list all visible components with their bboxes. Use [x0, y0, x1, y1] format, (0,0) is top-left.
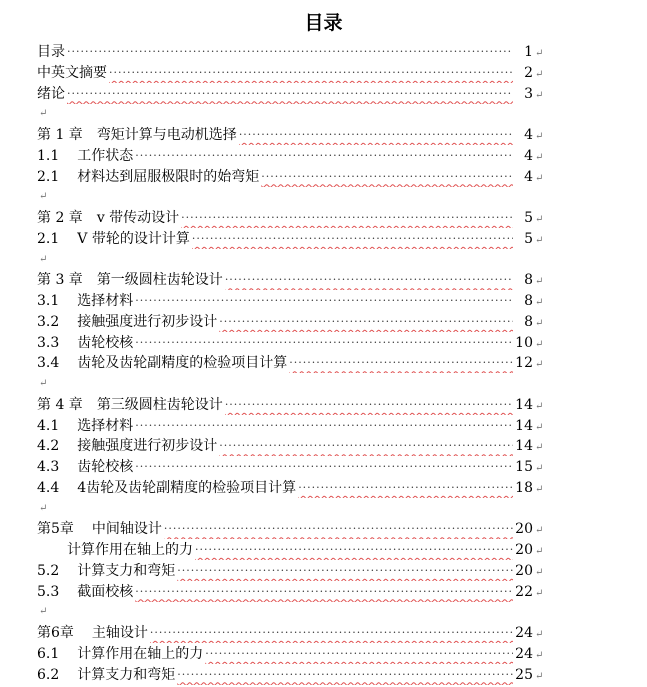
paragraph-mark-icon: ↵	[535, 276, 544, 288]
paragraph-mark-icon: ↵	[535, 359, 544, 371]
dot-leader	[181, 208, 513, 229]
blank-line	[37, 499, 545, 520]
dot-leader	[219, 312, 513, 333]
toc-entry-label: 中英文摘要	[37, 64, 107, 81]
toc-entry-label: 第三级圆柱齿轮设计	[96, 396, 223, 413]
paragraph-mark-icon: ↵	[535, 525, 544, 537]
paragraph-mark-icon: ↵	[39, 253, 48, 265]
paragraph-mark-icon: ↵	[535, 421, 544, 433]
paragraph-mark-icon: ↵	[535, 400, 544, 412]
toc-entry-label: 工作状态	[77, 147, 134, 164]
toc-entry-label: 齿轮及齿轮副精度的检验项目计算	[77, 355, 288, 372]
toc-entry-page: 4	[524, 147, 533, 164]
dot-leader	[67, 84, 513, 105]
toc-entry[interactable]	[37, 457, 545, 478]
dot-leader	[164, 519, 513, 540]
paragraph-mark-icon: ↵	[535, 172, 544, 184]
toc-entry-label: 齿轮校核	[77, 334, 134, 351]
toc-entry-page: 5	[524, 230, 533, 247]
blank-line	[37, 374, 545, 395]
toc-entry-number: 第 2 章	[37, 210, 83, 226]
blank-line	[37, 250, 545, 271]
toc-entry-number: 第 3 章	[37, 272, 83, 289]
toc-entry-number: 4.3	[37, 459, 60, 475]
paragraph-mark-icon: ↵	[535, 48, 544, 59]
dot-leader	[219, 436, 513, 457]
dot-leader	[135, 291, 513, 312]
toc-entry[interactable]	[37, 270, 545, 291]
dot-leader	[195, 540, 513, 561]
toc-entry-page: 4	[524, 168, 533, 185]
toc-entry[interactable]	[37, 519, 545, 540]
dot-leader	[135, 457, 513, 478]
dot-leader	[225, 395, 513, 416]
dot-leader	[109, 63, 513, 84]
toc-entry[interactable]	[37, 208, 545, 229]
paragraph-mark-icon: ↵	[535, 442, 544, 454]
toc-entry-number: 4.4	[37, 479, 60, 496]
dot-leader	[298, 478, 513, 499]
toc-entry-page: 1	[524, 44, 533, 60]
toc-entry-number: 6.2	[37, 666, 60, 683]
paragraph-mark-icon: ↵	[535, 463, 544, 474]
dot-leader	[135, 333, 513, 354]
paragraph-mark-icon: ↵	[535, 566, 544, 578]
toc-entry-number: 第 1 章	[37, 127, 83, 143]
toc-entry-label: 绪论	[37, 85, 65, 102]
toc-entry[interactable]	[37, 416, 545, 437]
toc-entry[interactable]	[37, 395, 545, 416]
toc-entry[interactable]	[37, 644, 545, 665]
toc-entry-page: 14	[515, 438, 533, 455]
dot-leader	[67, 42, 513, 63]
toc-entry-number: 3.2	[37, 313, 60, 330]
paragraph-mark-icon: ↵	[535, 297, 544, 308]
toc-entry-page: 22	[515, 583, 533, 600]
paragraph-mark-icon: ↵	[535, 670, 544, 682]
toc-entry[interactable]	[37, 582, 545, 603]
dot-leader	[177, 665, 513, 686]
toc-entry[interactable]	[37, 561, 545, 582]
toc-entry-page: 20	[515, 562, 533, 579]
toc-entry-page: 8	[524, 293, 533, 309]
dot-leader	[289, 353, 513, 374]
toc-entry-label: 截面校核	[77, 583, 134, 600]
toc-entry-label: 计算作用在轴上的力	[67, 542, 193, 558]
toc-entry-number: 第 4 章	[37, 396, 83, 413]
blank-line	[37, 187, 545, 208]
toc-entry-label: 第一级圆柱齿轮设计	[96, 272, 223, 289]
toc-entry-page: 3	[524, 85, 533, 102]
toc-entry-label: V 带轮的设计计算	[77, 230, 190, 247]
toc-entry-page: 20	[515, 542, 533, 558]
toc-entry-page: 8	[524, 313, 533, 330]
toc-entry[interactable]	[37, 167, 545, 188]
toc-entry[interactable]	[37, 333, 545, 354]
toc-entry-page: 24	[515, 645, 533, 662]
toc-entry[interactable]	[37, 125, 545, 146]
toc-entry[interactable]	[37, 229, 545, 250]
paragraph-mark-icon: ↵	[535, 629, 544, 640]
toc-entry-page: 15	[515, 459, 533, 475]
dot-leader	[177, 561, 513, 582]
table-of-contents	[37, 42, 545, 685]
blank-line	[37, 104, 545, 125]
paragraph-mark-icon: ↵	[535, 587, 544, 599]
toc-entry[interactable]	[37, 291, 545, 312]
toc-entry-page: 10	[515, 334, 533, 351]
dot-leader	[135, 582, 513, 603]
toc-entry[interactable]	[37, 63, 545, 84]
toc-entry[interactable]	[37, 623, 545, 644]
paragraph-mark-icon: ↵	[535, 151, 544, 163]
dot-leader	[135, 146, 513, 167]
toc-entry-page: 20	[515, 521, 533, 538]
toc-entry-label: 材料达到屈服极限时的始弯矩	[77, 168, 260, 185]
toc-entry-page: 18	[515, 479, 533, 496]
toc-entry-label: 齿轮校核	[77, 459, 134, 475]
dot-leader	[150, 623, 513, 644]
toc-entry-page: 8	[524, 272, 533, 289]
paragraph-mark-icon: ↵	[535, 68, 544, 80]
toc-entry-number: 3.3	[37, 334, 60, 351]
toc-entry-label: 接触强度进行初步设计	[77, 313, 218, 330]
toc-entry[interactable]	[37, 353, 545, 374]
toc-entry-page: 24	[515, 625, 533, 641]
toc-entry[interactable]	[37, 540, 545, 561]
dot-leader	[205, 644, 513, 665]
toc-entry-label: 计算支力和弯矩	[77, 562, 176, 579]
dot-leader	[261, 167, 513, 188]
toc-entry-number: 2.1	[37, 230, 60, 247]
dot-leader	[239, 125, 513, 146]
toc-entry-label: 选择材料	[77, 417, 134, 434]
paragraph-mark-icon: ↵	[535, 338, 544, 350]
toc-entry-number: 3.1	[37, 293, 60, 309]
toc-entry[interactable]	[37, 84, 545, 105]
toc-entry-page: 25	[515, 666, 533, 683]
toc-entry-page: 12	[515, 355, 533, 372]
paragraph-mark-icon: ↵	[39, 191, 48, 203]
toc-entry-label: 弯矩计算与电动机选择	[96, 127, 237, 143]
toc-entry-number: 4.1	[37, 417, 60, 434]
paragraph-mark-icon: ↵	[535, 546, 544, 557]
toc-entry-label: 计算作用在轴上的力	[77, 645, 204, 662]
paragraph-mark-icon: ↵	[535, 317, 544, 329]
toc-entry-number: 1.1	[37, 147, 60, 164]
toc-entry[interactable]	[37, 42, 545, 63]
toc-entry-number: 4.2	[37, 438, 60, 455]
toc-entry-label: 4齿轮及齿轮副精度的检验项目计算	[77, 479, 297, 496]
toc-entry[interactable]	[37, 146, 545, 167]
paragraph-mark-icon: ↵	[535, 131, 544, 142]
toc-entry[interactable]	[37, 436, 545, 457]
blank-line	[37, 602, 545, 623]
toc-entry-label: 中间轴设计	[91, 521, 162, 538]
toc-entry-page: 14	[515, 396, 533, 413]
paragraph-mark-icon: ↵	[535, 214, 544, 225]
toc-entry-number: 6.1	[37, 645, 60, 662]
toc-entry-number: 第6章	[37, 625, 74, 641]
toc-entry-number: 第5章	[37, 521, 74, 538]
toc-entry-page: 2	[524, 64, 533, 81]
paragraph-mark-icon: ↵	[535, 483, 544, 495]
paragraph-mark-icon: ↵	[39, 108, 48, 120]
toc-entry[interactable]	[37, 478, 545, 499]
dot-leader	[135, 416, 513, 437]
dot-leader	[192, 229, 513, 250]
toc-entry-label: v 带传动设计	[96, 210, 180, 226]
toc-entry-label: 计算支力和弯矩	[77, 666, 176, 683]
dot-leader	[225, 270, 513, 291]
toc-entry-page: 5	[524, 210, 533, 226]
toc-entry-label: 主轴设计	[91, 625, 148, 641]
paragraph-mark-icon: ↵	[535, 234, 544, 246]
paragraph-mark-icon: ↵	[39, 378, 48, 389]
paragraph-mark-icon: ↵	[535, 649, 544, 661]
toc-entry-number: 3.4	[37, 355, 60, 372]
toc-entry-page: 14	[515, 417, 533, 434]
paragraph-mark-icon: ↵	[39, 502, 48, 514]
toc-entry-number: 2.1	[37, 168, 60, 185]
toc-entry-label: 选择材料	[77, 293, 134, 309]
toc-entry-number: 5.3	[37, 583, 60, 600]
toc-entry-label: 目录	[37, 44, 65, 60]
toc-entry-number: 5.2	[37, 562, 60, 579]
paragraph-mark-icon: ↵	[535, 89, 544, 101]
paragraph-mark-icon: ↵	[39, 606, 48, 618]
toc-entry-label: 接触强度进行初步设计	[77, 438, 218, 455]
toc-entry[interactable]	[37, 312, 545, 333]
toc-entry-page: 4	[524, 127, 533, 143]
document-title: 目录	[304, 12, 343, 34]
